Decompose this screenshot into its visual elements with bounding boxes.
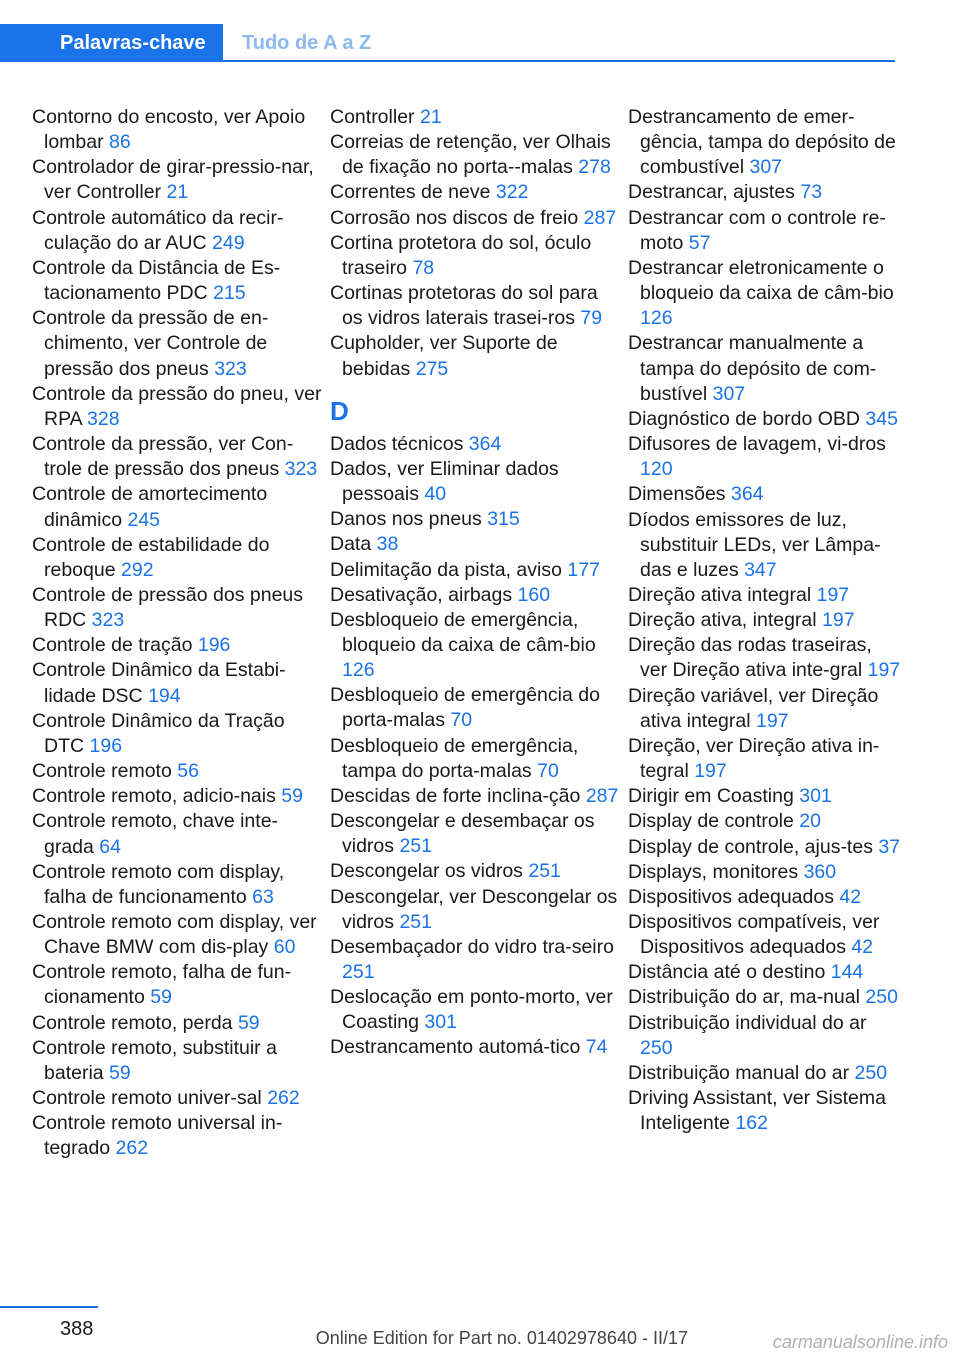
entry-term: Dados técnicos	[330, 432, 464, 455]
index-entry	[32, 809, 322, 859]
index-entry	[32, 784, 322, 809]
page-link[interactable]: 144	[830, 961, 864, 984]
index-entry	[32, 1011, 322, 1036]
entry-term: Controle remoto, chave inte-grada	[32, 810, 279, 858]
page-link[interactable]: 78	[412, 256, 435, 279]
entry-term: Controle remoto, substituir a bateria	[32, 1036, 277, 1084]
index-entry	[330, 281, 620, 331]
index-entry	[628, 482, 903, 507]
edition-text: Online Edition for Part no. 01402978640 - II/17	[315, 1328, 688, 1348]
index-entry	[628, 734, 903, 784]
index-entry	[330, 130, 620, 180]
index-entry	[32, 105, 322, 155]
index-entry	[32, 709, 322, 759]
entry-term: Controle remoto com display, falha de funcionamento	[32, 860, 285, 908]
page-link[interactable]: 287	[585, 784, 619, 807]
entry-term: Dispositivos adequados	[628, 885, 834, 908]
page-link[interactable]: 21	[419, 106, 442, 128]
index-entry	[330, 331, 620, 381]
page-link[interactable]: 37	[878, 835, 901, 858]
entry-term: Controller	[330, 106, 415, 128]
page-link[interactable]: 120	[640, 458, 673, 481]
entry-term: Display de controle	[628, 810, 794, 833]
entry-term: Controle remoto univer-sal	[32, 1087, 262, 1110]
entry-term: Data	[330, 533, 372, 556]
page-link[interactable]: 251	[399, 910, 432, 933]
index-entry	[628, 331, 903, 406]
entry-term: Controle automático da recir-culação do ar AUC	[32, 206, 284, 254]
index-entry	[32, 860, 322, 910]
index-entry	[32, 1036, 322, 1086]
entry-term: Controle remoto universal in-tegrado	[32, 1112, 283, 1160]
entry-term: Distribuição manual do ar	[628, 1061, 850, 1084]
entry-term: Controle da Distância de Es-tacionamento PDC	[32, 256, 281, 305]
page-link[interactable]: 292	[121, 558, 154, 581]
index-entry	[628, 1061, 903, 1086]
index-entry	[330, 885, 620, 935]
entry-term: Controle de amortecimento dinâmico	[32, 483, 268, 531]
page-link[interactable]: 307	[749, 156, 783, 179]
entry-term: Direção ativa, integral	[628, 609, 817, 632]
page-link[interactable]: 42	[839, 885, 862, 908]
index-entry	[32, 256, 322, 306]
index-entry	[628, 1086, 903, 1136]
page-link[interactable]: 73	[800, 181, 823, 204]
index-entry	[330, 583, 620, 608]
entry-term: Dados, ver Eliminar dados pessoais	[330, 457, 559, 506]
entry-term: Direção, ver Direção ativa in-tegral	[628, 734, 880, 783]
index-entry	[628, 910, 903, 960]
index-entry	[330, 734, 620, 784]
entry-term: Descongelar e desembaçar os vidros	[330, 810, 595, 858]
index-entry	[628, 432, 903, 482]
page-link[interactable]: 301	[799, 785, 832, 808]
page-link[interactable]: 162	[735, 1112, 768, 1135]
page-link[interactable]: 315	[487, 508, 520, 531]
index-entry	[32, 155, 322, 205]
page-link[interactable]: 197	[822, 609, 855, 632]
page-link[interactable]: 56	[177, 760, 199, 783]
entry-term: Displays, monitores	[628, 860, 799, 883]
index-entry	[330, 1035, 620, 1060]
index-entry	[628, 960, 903, 985]
tab-palavras-chave[interactable]: Palavras-chave	[0, 24, 223, 62]
page-link[interactable]: 86	[109, 131, 131, 154]
page-link[interactable]: 57	[688, 231, 711, 254]
index-entry	[628, 860, 903, 885]
index-entry	[628, 784, 903, 809]
index-entry	[628, 508, 903, 583]
index-entry	[32, 533, 322, 583]
entry-term: Correias de retenção, ver Olhais de fixação no porta--malas	[330, 131, 611, 179]
index-entry	[32, 1111, 322, 1161]
index-entry	[330, 532, 620, 557]
index-entry	[628, 180, 903, 205]
entry-term: Destrancar com o controle re-moto	[628, 206, 886, 254]
entry-term: Distribuição do ar, ma-nual	[628, 986, 860, 1009]
index-column-2	[330, 105, 620, 1061]
entry-term: Controle de pressão dos pneus RDC	[32, 583, 304, 632]
page-link[interactable]: 59	[281, 785, 303, 808]
entry-term: Direção das rodas traseiras, ver Direção ativa inte-gral	[628, 634, 872, 682]
entry-term: Descongelar os vidros	[330, 860, 523, 883]
entry-term: Cupholder, ver Suporte de bebidas	[330, 332, 558, 380]
index-entry	[330, 507, 620, 532]
entry-term: Danos nos pneus	[330, 508, 482, 531]
index-entry	[330, 935, 620, 985]
footer-rule	[0, 1306, 98, 1308]
index-entry	[628, 633, 903, 683]
entry-term: Contorno do encosto, ver Apoio lombar	[32, 106, 306, 154]
page-link[interactable]: 197	[867, 659, 901, 682]
entry-term: Direção ativa integral	[628, 583, 812, 606]
page-link[interactable]: 307	[712, 382, 746, 405]
index-entry	[628, 885, 903, 910]
entry-term: Descidas de forte inclina-ção	[330, 784, 581, 807]
entry-term: Controle da pressão do pneu, ver RPA	[32, 382, 322, 430]
entry-term: Controlador de girar-pressio-nar, ver Controller	[32, 156, 314, 204]
entry-term: Controle de estabilidade do reboque	[32, 533, 270, 581]
index-entry	[628, 407, 903, 432]
page-link[interactable]: 262	[267, 1087, 300, 1110]
page-link[interactable]: 251	[342, 961, 375, 983]
page-link[interactable]: 245	[127, 508, 161, 531]
page-link[interactable]: 278	[578, 156, 611, 179]
entry-term: Dimensões	[628, 483, 726, 506]
index-column-1	[32, 105, 322, 1162]
page-link[interactable]: 126	[640, 307, 673, 330]
page-link[interactable]: 328	[87, 407, 120, 430]
entry-term: Distância até o destino	[628, 961, 826, 984]
page-link[interactable]: 323	[214, 357, 247, 380]
page-link[interactable]: 215	[213, 282, 246, 305]
entry-term: Controle de tração	[32, 634, 193, 657]
entry-term: Cortinas protetoras do sol para os vidros laterais trasei-ros	[330, 282, 598, 330]
index-entry	[32, 759, 322, 784]
index-entry	[32, 583, 322, 633]
page-link[interactable]: 21	[166, 181, 189, 204]
page-link[interactable]: 42	[851, 936, 874, 959]
page-link[interactable]: 70	[537, 759, 559, 782]
page-link[interactable]: 40	[424, 483, 447, 506]
page-link[interactable]: 38	[376, 533, 399, 556]
page-link[interactable]: 197	[816, 583, 850, 606]
header-tabbar	[0, 24, 895, 62]
entry-term: Controle Dinâmico da Tração DTC	[32, 709, 285, 757]
tab-tudo-de-a-a-z[interactable]: Tudo de A a Z	[242, 32, 372, 54]
index-entry	[330, 809, 620, 859]
index-entry	[32, 910, 322, 960]
page-link[interactable]: 59	[109, 1061, 131, 1084]
entry-term: Correntes de neve	[330, 181, 491, 204]
entry-term: Display de controle, ajus-tes	[628, 835, 873, 858]
section-letter: D	[330, 395, 349, 426]
index-entry	[330, 985, 620, 1035]
index-entry	[32, 658, 322, 708]
index-entry	[330, 457, 620, 507]
entry-term: Destrancamento automá-tico	[330, 1036, 581, 1059]
page-link[interactable]: 126	[342, 659, 375, 682]
page-link[interactable]: 345	[865, 407, 898, 430]
index-entry	[628, 835, 903, 860]
page-link[interactable]: 250	[865, 986, 898, 1009]
page-link[interactable]: 275	[415, 357, 449, 380]
page-link[interactable]: 70	[450, 709, 473, 732]
index-entry	[628, 809, 903, 834]
index-entry	[330, 558, 620, 583]
index-entry	[330, 784, 620, 809]
page-link[interactable]: 74	[585, 1036, 608, 1059]
entry-term: Dispositivos compatíveis, ver Dispositivos adequados	[628, 911, 880, 959]
entry-term: Controle remoto, perda	[32, 1011, 233, 1034]
index-entry	[330, 231, 620, 281]
entry-term: Controle da pressão, ver Con-trole de pressão dos pneus	[32, 433, 294, 481]
index-entry	[32, 382, 322, 432]
header-rule	[223, 60, 895, 62]
page-link[interactable]: 160	[517, 583, 551, 606]
entry-term: Deslocação em ponto-morto, ver Coasting	[330, 986, 613, 1034]
index-entry	[330, 105, 620, 130]
index-entry	[32, 1086, 322, 1111]
watermark: carmanualsonline.info	[772, 1332, 948, 1352]
page-link[interactable]: 322	[495, 181, 529, 204]
page-link[interactable]: 287	[583, 206, 617, 229]
index-entry	[32, 206, 322, 256]
index-entry	[32, 432, 322, 482]
index-entry	[628, 206, 903, 256]
page-link[interactable]: 323	[91, 609, 125, 632]
page-link[interactable]: 249	[212, 231, 245, 254]
entry-term: Controle remoto	[32, 760, 172, 783]
page-link[interactable]: 364	[730, 483, 764, 506]
page-link[interactable]: 79	[580, 307, 603, 330]
index-entry	[628, 105, 903, 180]
page-link[interactable]: 64	[99, 835, 121, 858]
index-entry	[32, 306, 322, 381]
index-entry	[330, 683, 620, 733]
page-link[interactable]: 323	[284, 458, 318, 481]
entry-term: Direção variável, ver Direção ativa integral	[628, 684, 879, 732]
entry-term: Driving Assistant, ver Sistema Inteligente	[628, 1087, 886, 1135]
index-entry	[628, 684, 903, 734]
index-entry	[330, 432, 620, 457]
page-link[interactable]: 301	[424, 1011, 457, 1034]
page-link[interactable]: 364	[468, 432, 502, 455]
entry-term: Controle remoto com display, ver Chave BMW com dis-play	[32, 911, 317, 959]
index-entry	[330, 180, 620, 205]
page-link[interactable]: 63	[252, 885, 274, 908]
page-link[interactable]: 251	[399, 835, 432, 858]
page-link[interactable]: 194	[148, 684, 181, 707]
index-entry	[628, 583, 903, 608]
entry-term: Distribuição individual do ar	[628, 1011, 867, 1034]
entry-term: Desativação, airbags	[330, 583, 513, 606]
page-link[interactable]: 20	[799, 810, 821, 833]
page-link[interactable]: 262	[115, 1137, 149, 1160]
page-link[interactable]: 197	[756, 709, 789, 732]
entry-term: Controle da pressão de en-chimento, ver Controle de pressão dos pneus	[32, 307, 269, 380]
entry-term: Destrancar eletronicamente o bloqueio da caixa de câm-bio	[628, 256, 894, 305]
page-link[interactable]: 250	[854, 1061, 888, 1084]
index-entry	[32, 960, 322, 1010]
page-link[interactable]: 196	[89, 734, 123, 757]
entry-term: Diagnóstico de bordo OBD	[628, 407, 860, 430]
entry-term: Desbloqueio de emergência, bloqueio da caixa de câm-bio	[330, 608, 596, 656]
page-link[interactable]: 196	[197, 634, 231, 657]
index-entry	[628, 985, 903, 1010]
entry-term: Desbloqueio de emergência do porta-malas	[330, 684, 600, 732]
entry-term: Descongelar, ver Descongelar os vidros	[330, 885, 618, 933]
index-entry	[330, 206, 620, 231]
entry-term: Controle remoto, falha de fun-cionamento	[32, 961, 292, 1009]
page-link[interactable]: 59	[237, 1011, 260, 1034]
page-link[interactable]: 347	[744, 558, 777, 581]
entry-term: Difusores de lavagem, vi-dros	[628, 433, 886, 456]
index-column-3	[628, 105, 903, 1136]
entry-term: Díodos emissores de luz, substituir LEDs, ver Lâmpa-das e luzes	[628, 508, 881, 581]
entry-term: Desembaçador do vidro tra-seiro	[330, 935, 614, 958]
index-entry	[330, 859, 620, 884]
entry-term: Desbloqueio de emergência, tampa do porta-malas	[330, 734, 579, 782]
index-entry	[330, 608, 620, 683]
index-entry	[628, 1011, 903, 1061]
page-link[interactable]: 251	[528, 860, 561, 883]
page-link[interactable]: 197	[694, 760, 727, 783]
entry-term: Delimitação da pista, aviso	[330, 558, 562, 581]
page-number: 388	[60, 1318, 94, 1340]
entry-term: Controle remoto, adicio-nais	[32, 785, 276, 808]
index-entry	[32, 482, 322, 532]
entry-term: Controle Dinâmico da Estabi-lidade DSC	[32, 659, 286, 707]
page-link[interactable]: 60	[273, 936, 296, 959]
page-link[interactable]: 360	[803, 860, 837, 883]
index-entry	[628, 256, 903, 331]
page-link[interactable]: 250	[640, 1036, 673, 1059]
page-link[interactable]: 177	[567, 558, 600, 581]
entry-term: Corrosão nos discos de freio	[330, 206, 579, 229]
entry-term: Destrancar, ajustes	[628, 181, 795, 204]
entry-term: Destrancamento de emer-gência, tampa do depósito de combustível	[628, 106, 896, 179]
index-entry	[628, 608, 903, 633]
page-link[interactable]: 59	[150, 986, 172, 1009]
entry-term: Destrancar manualmente a tampa do depósito de com-bustível	[628, 332, 877, 405]
entry-term: Cortina protetora do sol, óculo traseiro	[330, 231, 592, 279]
index-entry	[32, 633, 322, 658]
entry-term: Dirigir em Coasting	[628, 785, 794, 808]
